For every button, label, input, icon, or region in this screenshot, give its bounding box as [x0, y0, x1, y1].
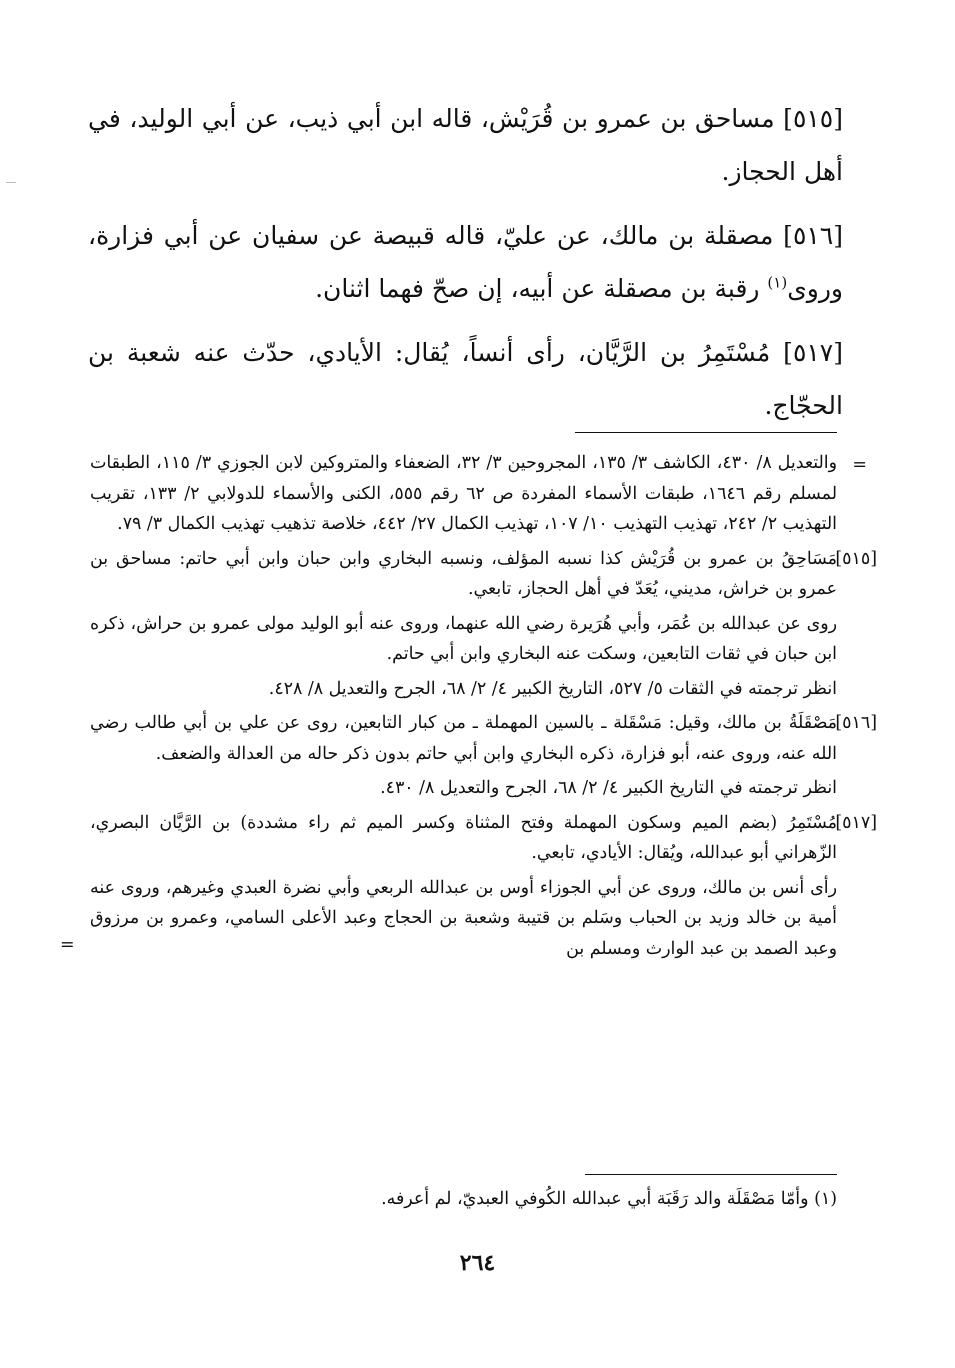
note-517-para-1: مُسْتَمِرُ (بضم الميم وسكون المهملة وفتح المثناة وكسر الميم ثم راء مشددة) بن الرَّيَّان البصري، الزّهراني أبو عبدالله، ويُقال: الأيادي، تابعي. [90, 812, 837, 863]
note-516 [90, 708, 877, 804]
note-515-number: [٥١٥] [835, 548, 877, 569]
note-517 [60, 808, 877, 965]
note-516-number: [٥١٦] [835, 713, 877, 733]
note-continuation [90, 448, 867, 540]
entry-516 [88, 209, 843, 315]
note-515-para-3: انظر ترجمته في الثقات ٥/ ٥٢٧، التاريخ الكبير ٤/ ٢/ ٦٨، الجرح والتعديل ٨/ ٤٢٨. [268, 678, 837, 699]
entry-516-text: [٥١٦] مصقلة بن مالك، عن عليّ، قاله قبيصة عن سفيان عن أبي فزارة، وروى [88, 221, 843, 303]
footnote-divider [585, 1174, 837, 1175]
note-517-para-2: رأى أنس بن مالك، وروى عن أبي الجوزاء أوس بن عبدالله الربعي وأبي نضرة العبدي وغيرهم، وروى عنه أمية بن خالد وزيد بن الحباب وسَلم بن قتيبة وشعبة بن الحجاج وعبد الأعلى السامي، وعمرو بن مرزوق وعبد الصمد بن عبد الوارث ومسلم بن [90, 877, 837, 959]
note-516-para-2: انظر ترجمته في التاريخ الكبير ٤/ ٢/ ٦٨، الجرح والتعديل ٨/ ٤٣٠. [380, 778, 837, 798]
page-number: ٢٦٤ [459, 1250, 496, 1276]
footnote: (١) وأمّا مَصْقَلَة والد رَقَبَة أبي عبدالله الكُوفي العبديّ، لم أعرفه. [381, 1189, 837, 1209]
note-517-number: [٥١٧] [835, 812, 877, 833]
note-515-para-1: مَسَاحِقُ بن عمرو بن قُرَيْش كذا نسبه المؤلف، ونسبه البخاري وابن حبان وابن أبي حاتم: مساحق بن عمرو بن خراش، مديني، يُعَدّ في أهل الحجاز، تابعي. [90, 548, 837, 599]
note-continuation-text: والتعديل ٨/ ٤٣٠، الكاشف ٣/ ١٣٥، المجروحين ٣/ ٣٢، الضعفاء والمتروكين لابن الجوزي ٣/ ١١٥، الطبقات لمسلم رقم ١٦٤٦، طبقات الأسماء المفردة ص ٦٢ رقم ٥٥٥، الكنى والأسماء للدولابي ٢/ ١٣٣، تقريب التهذيب ٢/ ٢٤٢، تهذيب التهذيب ١٠/ ١٠٧، تهذيب الكمال ٢٧/ ٤٤٢، خلاصة تذهيب تهذيب الكمال ٣/ ٧٩. [90, 453, 838, 534]
entry-517: [٥١٧] مُسْتَمِرُ بن الرَّيَّان، رأى أنساً، يُقال: الأيادي، حدّث عنه شعبة بن الحجّاج. [88, 338, 843, 420]
entry-516-tail: رقبة بن مصقلة عن أبيه، إن صحّ فهما اثنان. [315, 274, 768, 303]
entry-515: [٥١٥] مساحق بن عمرو بن قُرَيْش، قاله ابن أبي ذيب، عن أبي الوليد، في أهل الحجاز. [88, 104, 843, 186]
note-515 [90, 544, 877, 705]
notes-divider [575, 432, 837, 433]
note-516-para-1: مَصْقَلَةُ بن مالك، وقيل: مَسْقَلة ـ بالسين المهملة ـ من كبار التابعين، روى عن علي بن أبي طالب رضي الله عنه، وروى عنه، أبو فزارة، ذكره البخاري وابن أبي حاتم بدون ذكر حاله من العدالة والضعف. [90, 713, 837, 764]
note-515-para-2: روى عن عبدالله بن عُمَر، وأبي هُرَيرة رضي الله عنهما، وروى عنه أبو الوليد مولى عمرو بن حراش، ذكره ابن حبان في ثقات التابعين، وسكت عنه البخاري وابن أبي حاتم. [90, 613, 837, 664]
margin-tick [6, 182, 16, 183]
continuation-end-mark: = [60, 934, 75, 955]
main-text [88, 92, 843, 443]
notes-section [60, 448, 877, 968]
continuation-mark: = [852, 455, 867, 475]
footnote-marker: (١) [767, 273, 788, 292]
